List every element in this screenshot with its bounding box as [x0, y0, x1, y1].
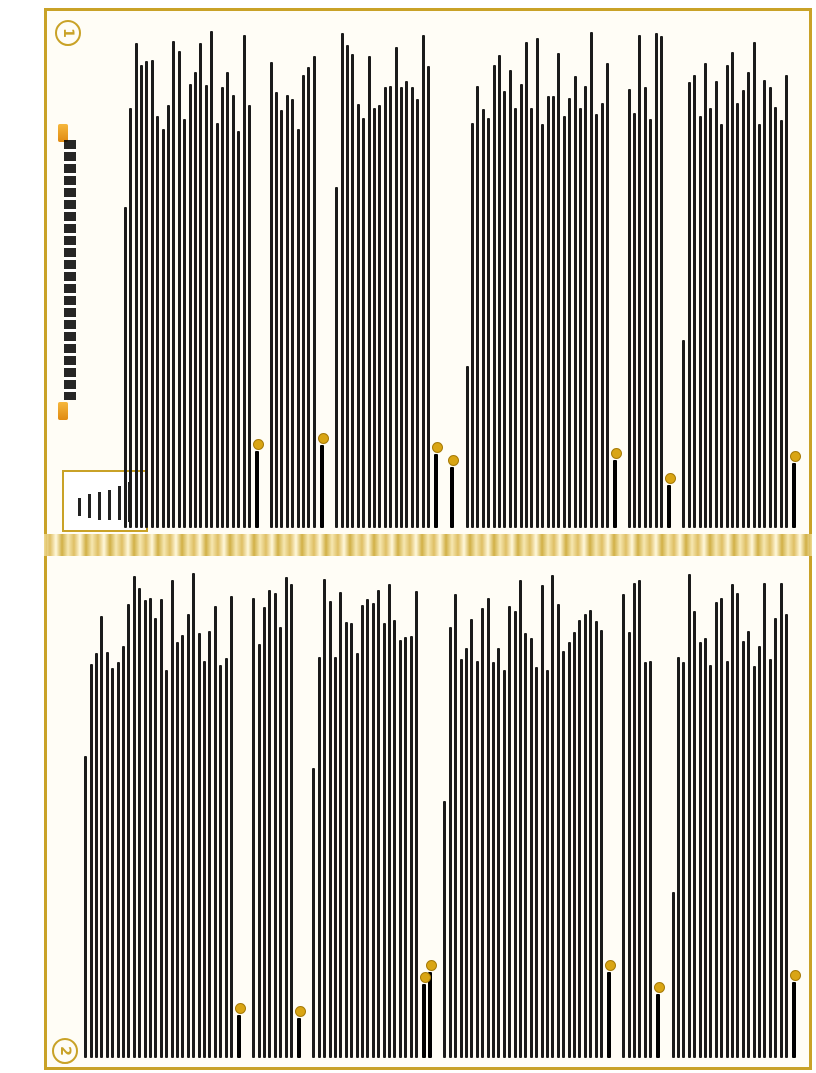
text-line: [373, 108, 376, 528]
text-line: [557, 53, 560, 528]
text-line: [334, 657, 337, 1058]
text-line: [286, 95, 289, 528]
text-line: [460, 659, 463, 1058]
section-heading: [434, 454, 438, 528]
text-line: [763, 583, 766, 1058]
text-line: [156, 116, 159, 528]
text-line: [154, 618, 157, 1058]
text-line: [285, 577, 288, 1058]
text-line: [579, 108, 582, 528]
page-number-top: 1: [55, 20, 81, 46]
text-line: [470, 619, 473, 1058]
text-line: [291, 99, 294, 528]
text-line: [644, 662, 647, 1058]
text-line: [780, 120, 783, 528]
section-bullet-icon: [790, 970, 801, 981]
text-line: [704, 638, 707, 1058]
text-line: [395, 47, 398, 528]
text-line: [248, 105, 251, 528]
text-line: [106, 652, 109, 1058]
text-line: [638, 35, 641, 528]
text-line: [189, 84, 192, 528]
text-line: [383, 623, 386, 1058]
text-line: [275, 92, 278, 528]
text-line: [503, 670, 506, 1058]
text-line: [509, 70, 512, 528]
text-line: [769, 87, 772, 528]
text-line: [127, 604, 130, 1058]
text-line: [203, 661, 206, 1058]
section-heading: [667, 485, 671, 528]
text-line: [165, 670, 168, 1058]
text-line: [465, 648, 468, 1058]
text-line: [302, 75, 305, 528]
text-line: [747, 631, 750, 1058]
text-line: [595, 114, 598, 528]
decorative-banner-icon: [58, 402, 68, 420]
text-line: [346, 45, 349, 528]
text-line: [693, 611, 696, 1058]
text-line: [384, 87, 387, 528]
text-line: [129, 108, 132, 528]
text-line: [133, 576, 136, 1058]
text-line: [726, 65, 729, 528]
text-line: [699, 642, 702, 1058]
section-heading: [320, 445, 324, 528]
text-line: [601, 103, 604, 528]
text-line: [243, 35, 246, 528]
text-line: [274, 593, 277, 1058]
text-line: [427, 66, 430, 528]
text-line: [297, 129, 300, 528]
text-line: [323, 579, 326, 1058]
text-line: [747, 72, 750, 528]
text-line: [313, 56, 316, 528]
text-line: [753, 666, 756, 1058]
text-line: [726, 661, 729, 1058]
text-line: [704, 63, 707, 528]
text-line: [181, 635, 184, 1058]
text-line: [481, 608, 484, 1058]
text-line: [557, 604, 560, 1058]
text-line: [731, 584, 734, 1058]
text-line: [492, 662, 495, 1058]
section-heading: [237, 1015, 241, 1058]
text-line: [633, 583, 636, 1058]
text-line: [377, 590, 380, 1058]
section-bullet-icon: [605, 960, 616, 971]
text-line: [753, 42, 756, 528]
text-line: [232, 95, 235, 528]
text-line: [715, 81, 718, 528]
text-line: [399, 640, 402, 1058]
text-line: [279, 627, 282, 1058]
text-line: [758, 646, 761, 1058]
text-line: [307, 67, 310, 528]
text-line: [742, 641, 745, 1058]
text-line: [135, 43, 138, 528]
section-heading: [792, 463, 796, 528]
text-line: [660, 36, 663, 528]
text-line: [194, 72, 197, 528]
text-line: [151, 60, 154, 528]
text-line: [672, 892, 675, 1058]
text-line: [758, 124, 761, 528]
text-line: [699, 116, 702, 528]
text-line: [590, 32, 593, 528]
section-heading: [792, 982, 796, 1058]
text-line: [720, 598, 723, 1058]
text-line: [476, 661, 479, 1058]
text-line: [541, 124, 544, 528]
text-line: [410, 636, 413, 1058]
text-line: [167, 105, 170, 528]
text-line: [709, 108, 712, 528]
text-line: [449, 627, 452, 1058]
text-line: [312, 768, 315, 1058]
text-line: [178, 51, 181, 528]
text-line: [225, 658, 228, 1058]
text-line: [140, 65, 143, 528]
text-line: [187, 614, 190, 1058]
text-line: [633, 113, 636, 528]
text-line: [682, 662, 685, 1058]
text-line: [551, 575, 554, 1058]
text-line: [237, 131, 240, 528]
text-line: [351, 54, 354, 528]
text-line: [628, 632, 631, 1058]
text-line: [171, 580, 174, 1058]
text-line: [339, 592, 342, 1058]
text-line: [541, 585, 544, 1058]
text-line: [514, 611, 517, 1058]
text-line: [688, 82, 691, 528]
text-line: [388, 584, 391, 1058]
text-line: [144, 600, 147, 1058]
text-line: [693, 75, 696, 528]
text-line: [368, 56, 371, 528]
text-line: [280, 110, 283, 528]
text-line: [525, 42, 528, 528]
text-line: [362, 118, 365, 528]
text-line: [471, 123, 474, 528]
text-line: [329, 601, 332, 1058]
text-line: [688, 574, 691, 1058]
text-line: [138, 588, 141, 1058]
text-line: [219, 665, 222, 1058]
text-line: [318, 657, 321, 1058]
text-line: [345, 622, 348, 1058]
text-line: [268, 590, 271, 1058]
text-line: [149, 598, 152, 1058]
text-line: [366, 599, 369, 1058]
text-line: [350, 623, 353, 1058]
text-line: [482, 109, 485, 528]
text-line: [341, 33, 344, 528]
text-line: [160, 599, 163, 1058]
text-line: [415, 591, 418, 1058]
text-line: [497, 648, 500, 1058]
text-line: [742, 90, 745, 528]
text-line: [519, 580, 522, 1058]
text-line: [584, 86, 587, 528]
text-line: [568, 98, 571, 528]
section-heading: [613, 460, 617, 528]
text-line: [638, 580, 641, 1058]
text-line: [514, 108, 517, 528]
page-title-graphic: [64, 140, 76, 400]
text-line: [356, 653, 359, 1058]
text-line: [389, 86, 392, 528]
text-line: [552, 96, 555, 528]
text-line: [574, 76, 577, 528]
text-line: [214, 606, 217, 1058]
text-line: [466, 366, 469, 528]
text-line: [487, 118, 490, 528]
section-bullet-icon: [295, 1006, 306, 1017]
text-line: [736, 593, 739, 1058]
text-line: [530, 108, 533, 528]
text-line: [411, 87, 414, 528]
text-line: [378, 105, 381, 528]
text-line: [100, 616, 103, 1058]
text-line: [117, 662, 120, 1058]
text-line: [361, 605, 364, 1058]
text-line: [122, 646, 125, 1058]
text-line: [258, 644, 261, 1058]
text-line: [563, 116, 566, 528]
text-line: [210, 31, 213, 528]
text-line: [252, 598, 255, 1058]
text-line: [493, 65, 496, 528]
text-line: [176, 642, 179, 1058]
text-line: [720, 124, 723, 528]
text-line: [145, 61, 148, 528]
section-heading: [656, 994, 660, 1058]
text-line: [774, 618, 777, 1058]
text-line: [416, 99, 419, 528]
text-line: [90, 664, 93, 1058]
text-line: [443, 801, 446, 1058]
text-line: [568, 642, 571, 1058]
text-line: [536, 38, 539, 528]
text-line: [600, 630, 603, 1058]
text-line: [562, 651, 565, 1058]
text-line: [208, 631, 211, 1058]
text-line: [622, 594, 625, 1058]
text-line: [731, 52, 734, 528]
text-line: [649, 119, 652, 528]
text-line: [84, 756, 87, 1058]
text-line: [547, 96, 550, 528]
text-line: [520, 84, 523, 528]
text-line: [508, 606, 511, 1058]
text-line: [476, 86, 479, 528]
section-heading: [428, 972, 432, 1058]
text-line: [589, 610, 592, 1058]
section-heading: [422, 984, 426, 1058]
text-line: [183, 119, 186, 528]
text-line: [226, 72, 229, 528]
text-line: [290, 584, 293, 1058]
text-line: [230, 596, 233, 1058]
text-line: [162, 129, 165, 528]
text-line: [335, 187, 338, 528]
text-line: [221, 87, 224, 528]
text-line: [584, 614, 587, 1058]
text-line: [780, 583, 783, 1058]
text-line: [216, 123, 219, 528]
section-bullet-icon: [318, 433, 329, 444]
text-line: [655, 33, 658, 528]
text-line: [205, 85, 208, 528]
text-line: [199, 43, 202, 528]
text-line: [736, 103, 739, 528]
text-line: [357, 104, 360, 528]
text-line: [198, 633, 201, 1058]
text-line: [454, 594, 457, 1058]
page-number-bottom: 2: [52, 1038, 78, 1064]
text-line: [372, 603, 375, 1058]
section-heading: [450, 467, 454, 528]
text-line: [785, 614, 788, 1058]
text-line: [95, 653, 98, 1058]
text-line: [677, 657, 680, 1058]
text-line: [393, 620, 396, 1058]
text-line: [546, 670, 549, 1058]
text-line: [405, 81, 408, 528]
text-line: [644, 87, 647, 528]
text-line: [709, 665, 712, 1058]
text-line: [649, 661, 652, 1058]
text-line: [763, 80, 766, 528]
text-line: [192, 573, 195, 1058]
text-line: [769, 659, 772, 1058]
text-line: [524, 633, 527, 1058]
text-line: [124, 207, 127, 528]
text-line: [400, 87, 403, 528]
text-line: [172, 41, 175, 528]
text-line: [270, 62, 273, 528]
text-line: [404, 637, 407, 1058]
text-line: [263, 607, 266, 1058]
text-line: [535, 667, 538, 1058]
text-line: [774, 107, 777, 528]
text-line: [111, 668, 114, 1058]
text-line: [595, 621, 598, 1058]
text-line: [498, 55, 501, 528]
text-line: [503, 91, 506, 528]
text-line: [785, 75, 788, 528]
text-line: [682, 340, 685, 528]
text-line: [530, 638, 533, 1058]
section-heading: [255, 451, 259, 528]
text-line: [715, 602, 718, 1058]
section-heading: [297, 1018, 301, 1058]
section-bullet-icon: [432, 442, 443, 453]
section-heading: [607, 972, 611, 1058]
text-line: [573, 632, 576, 1058]
text-line: [628, 89, 631, 528]
text-line: [578, 620, 581, 1058]
section-bullet-icon: [654, 982, 665, 993]
text-line: [487, 598, 490, 1058]
ornamental-divider: [44, 534, 812, 556]
text-line: [422, 35, 425, 528]
text-line: [606, 63, 609, 528]
